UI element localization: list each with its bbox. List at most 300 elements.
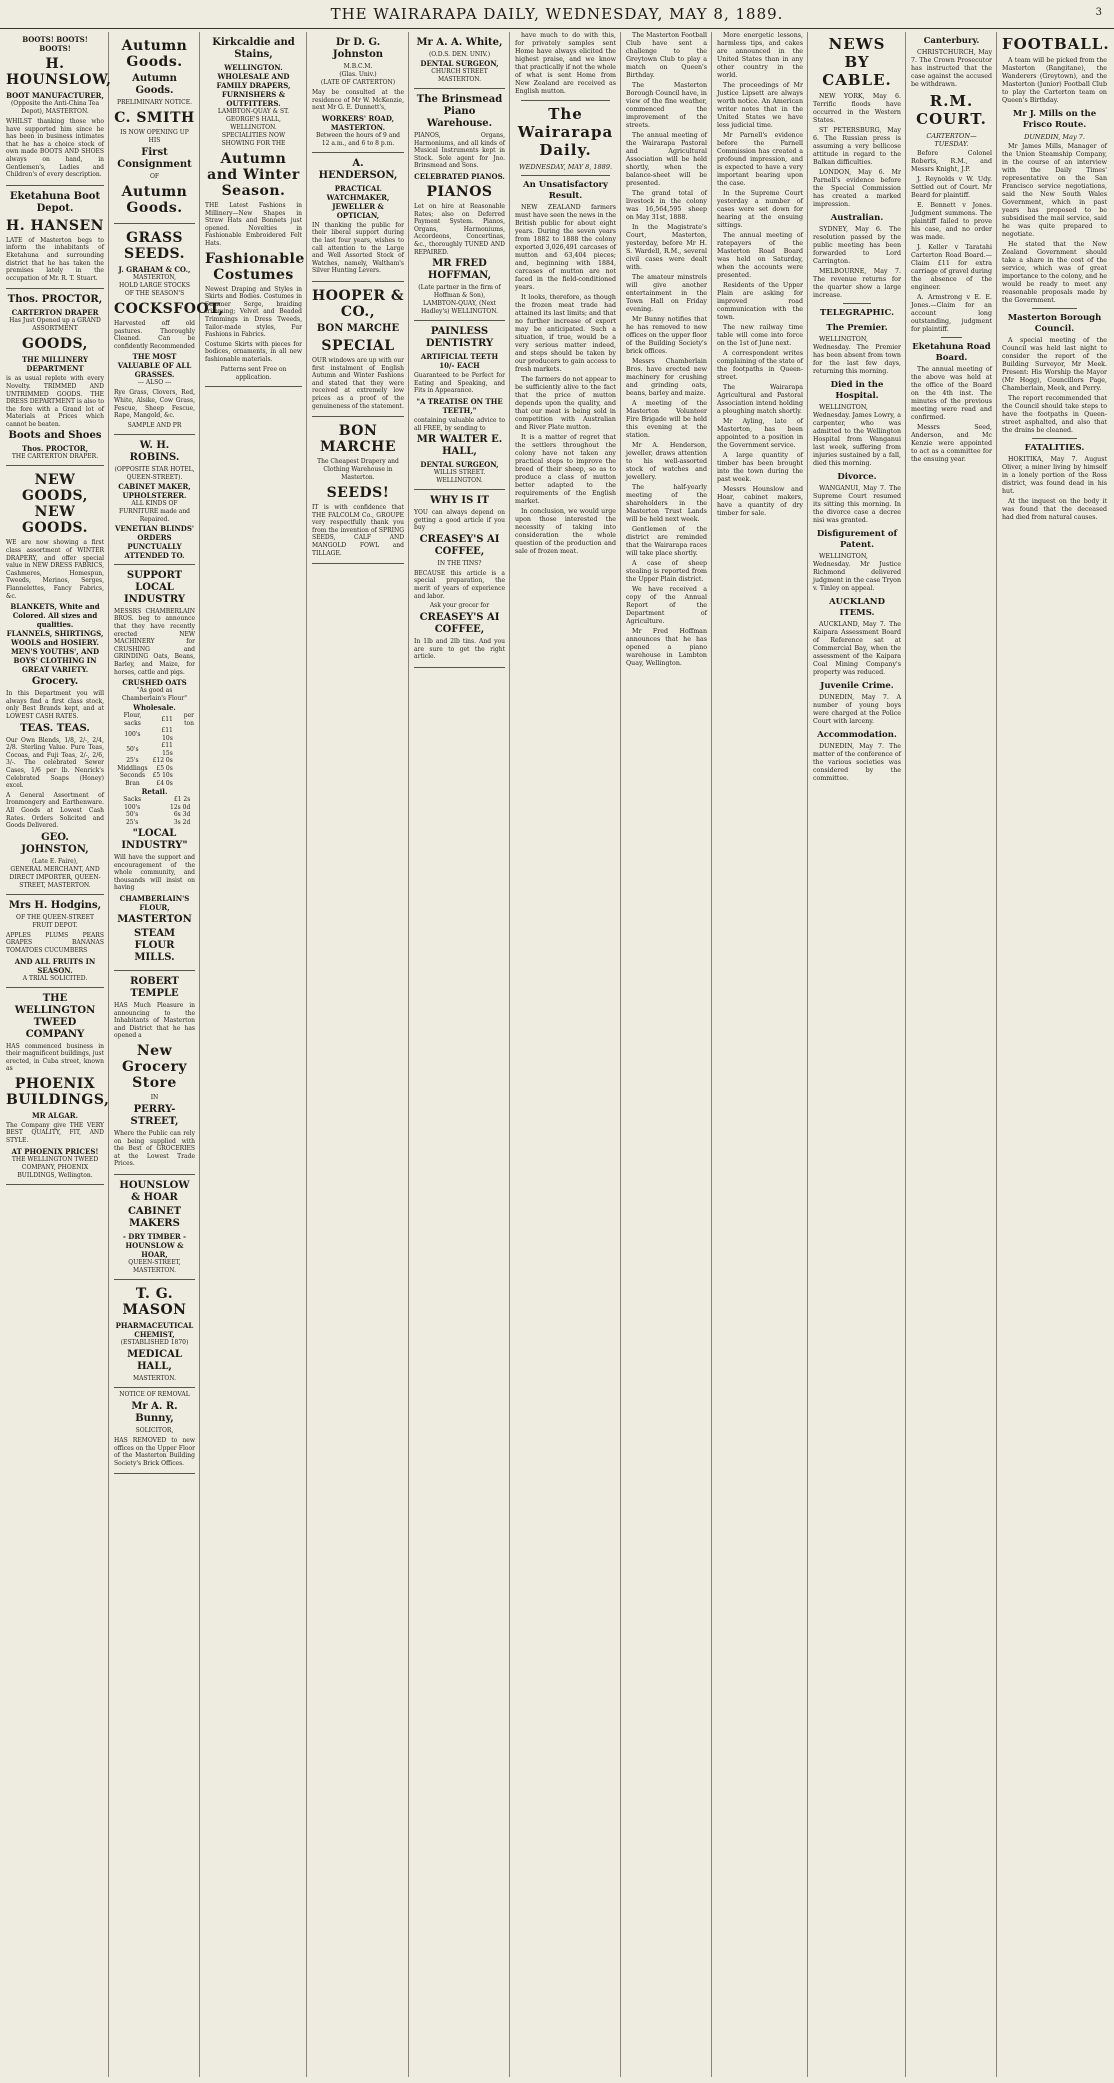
news-paragraph: J. Reynolds v W. Udy. Settled out of Court. Mr Beard for plaintiff. [911, 176, 992, 199]
news-paragraph: Mr A. Henderson, jeweller, draws attention to his well-assorted stock of watches and jewellery. [626, 442, 707, 481]
price-item: 25's [125, 818, 139, 826]
ad-name: HOOPER & CO., [312, 287, 404, 320]
ad-robins [114, 435, 195, 565]
price-value: £4 0s [156, 779, 173, 787]
news-paragraph: WELLINGTON, Wednesday. James Lowry, a carpenter, who was admitted to the Wellington Hospital from Wanganui last week, suffering from injuries sustained by a fall, died this morning. [813, 404, 901, 467]
item-heading: Juvenile Crime. [820, 681, 894, 691]
ad-name: MR WALTER E. HALL, [416, 434, 503, 458]
item-heading: The Premier. [826, 323, 888, 333]
ad-name: T. G. MASON [122, 1286, 187, 1318]
price-item: Bran [125, 779, 140, 787]
ad-line: CRUSHED OATS [122, 678, 187, 688]
ad-body: is as usual replete with every Novelty. TRIMMED AND UNTRIMMED GOODS. THE DRESS DEPARTMENT is also to the fore with a Grand lot of Materials at Prices which cannot be beaten. [6, 375, 104, 428]
price-row [114, 811, 195, 819]
column-1 [2, 32, 112, 2077]
column-9 [809, 32, 906, 2077]
page-number: 3 [1095, 7, 1102, 18]
section-heading: R.M. COURT. [916, 92, 987, 128]
ad-sub: WELLINGTON. [224, 63, 283, 72]
ad-line: OF [149, 173, 160, 180]
ad-heading: Eketahuna Boot Depot. [9, 190, 101, 214]
ad-sub: (OPPOSITE STAR HOTEL, QUEEN-STREET). [114, 465, 195, 481]
ad-mason [114, 1280, 195, 1388]
ad-sub: Boots and Shoes [8, 430, 102, 442]
cable-paragraph: ST PETERSBURG, May 6. The Russian press is assuming a very bellicose attitude in regard to the Balkan difficulties. [813, 127, 901, 166]
ad-sub: (O.D.S. DEN. UNIV.) [428, 51, 491, 58]
price-value [174, 780, 195, 788]
price-row [114, 819, 195, 827]
news-paragraph: The half-yearly meeting of the shareholders in the Masterton Trust Lands will be held next week. [626, 484, 707, 523]
article-paragraph: It looks, therefore, as though the frozen meat trade had attained its last limits; and that no further increase of export may be anticipated. Such a situation, if true, would be a very serious matter indeed, and steps should be taken by our producers to gain access to fresh markets. [515, 294, 616, 373]
ad-body: MESSRS CHAMBERLAIN BROS. beg to announce that they have recently erected NEW MACHINERY for CRUSHING and GRINDING Oats, Beans, Barley, and Maize, for horses, cattle and pigs. [114, 607, 195, 676]
ad-brinsmead [414, 89, 505, 321]
price-row [114, 757, 195, 765]
news-paragraph: A special meeting of the Council was held last night to consider the report of the Building Surveyor, Mr Meek. Present: His Worship the Mayor (Mr Hogg), Councillors Page, Chamberlain, Meek, and Perry. [1002, 337, 1107, 392]
news-paragraph: Mr Parnell's evidence before the Parnell Commission has created a profound impression, and is expected to have a very important bearing upon the case. [717, 132, 803, 187]
price-row [114, 796, 195, 804]
price-row [114, 742, 195, 757]
price-value [174, 727, 195, 742]
ad-body: IT is with confidence that THE FALCOLM Co., GROUPE very respectfully thank you from the invention of SPRING SEEDS, CALF AND MANGOLD FOWL and TILLAGE. [312, 504, 404, 557]
ad-name: A. HENDERSON, [318, 157, 398, 181]
ad-body: Guaranteed to be Perfect for Eating and Speaking, and Fits in Appearance. [414, 372, 505, 395]
news-paragraph: A correspondent writes complaining of the state of the footpaths in Queen-street. [717, 350, 803, 381]
ad-heading: MASTERTON [117, 914, 192, 926]
ad-proctor [6, 289, 104, 466]
news-paragraph: We have received a copy of the Annual Report of the Department of Agriculture. [626, 586, 707, 625]
price-value [174, 765, 195, 773]
ad-line: CELEBRATED PIANOS. [414, 171, 505, 181]
ad-dr-johnston [312, 32, 404, 153]
ad-body: THE Latest Fashions in Millinery—New Shapes in Straw Hats and Bonnets just opened. Novelties in Fashionable Embroidered Felt Hats. [205, 202, 302, 247]
news-paragraph: A team will be picked from the Masterton (Rangitane), the Wanderers (Greytown), and the Masterton (Junior) Football Club to play the Carterton team on Queen's Birthday. [1002, 57, 1107, 104]
section-heading: Mr J. Mills on the Frisco Route. [1012, 109, 1097, 130]
item-heading: Divorce. [837, 472, 877, 482]
price-row [114, 727, 195, 742]
ad-sub: (Late E. Faire), [32, 857, 78, 865]
ad-heading: PERRY-STREET, [130, 1104, 179, 1128]
ad-body: Newest Draping and Styles in Skirts and Bodies. Costumes in Summer Serge, braiding trimming; Velvet and Beaded Trimmings in Dress Tweeds, Tailor-made styles, Fur Fashions in Fabrics. [205, 285, 302, 339]
ad-sub: (Late partner in the firm of Hoffman & Son), [418, 284, 501, 300]
news-paragraph: Mr James Mills, Manager of the Union Steamship Company, in the course of an interview with the Daily Times' representative on the San Francisco service negotiations, said the New South Wales Government, which in past years has proposed to be subsidised the mail service, said he was quite prepared to negotiate. [1002, 143, 1107, 238]
ad-goods: GOODS, [22, 336, 88, 353]
section-heading: FATALITIES. [1024, 443, 1085, 453]
ad-heading: GRASS SEEDS. [123, 230, 186, 262]
ad-name: W. H. ROBINS. [129, 439, 180, 463]
price-value [191, 819, 195, 827]
ad-body: HAS Much Pleasure in announcing to the Inhabitants of Masterton and District that he has opened a [114, 1002, 195, 1040]
ad-sub: Retail. [141, 787, 168, 797]
news-paragraph: A case of sheep stealing is reported from the Upper Plain district. [626, 560, 707, 583]
ad-body: The Company give THE VERY BEST QUALITY, FIT, AND STYLE. [6, 1121, 104, 1145]
ad-sub: Wholesale. [133, 703, 176, 713]
ad-sub: DENTAL SURGEON, [420, 59, 499, 68]
ad-body: WE are now showing a first class assortment of WINTER DRAPERY, and offer special value in NEW DRESS FABRICS, Cashmeres, Homespun, Tweeds, Merinos, Serges, Flannelettes, Fancy Fabrics, &c. [6, 539, 104, 600]
news-paragraph: The Masterton Football Club have sent a challenge to the Greytown Club to play a match on Queen's Birthday. [626, 32, 708, 79]
ad-line: SAMPLE AND PR [127, 421, 182, 429]
ad-chamberlain [114, 565, 195, 971]
ad-body: HAS REMOVED to new offices on the Upper Floor of the Masterton Building Society's Brick Offices. [114, 1437, 195, 1467]
ad-line: IN THE TINS? [437, 559, 482, 567]
news-paragraph: The amateur minstrels will give another entertainment in the Town Hall on Friday evening. [626, 274, 707, 313]
article-paragraph: have much to do with this, for privately samples sent Home have always elicited the highest praise, and we know that practically if not the whole of what is sent Home from New Zealand are received as English mutton. [515, 32, 616, 95]
section-heading: AUCKLAND ITEMS. [829, 597, 885, 618]
wholesale-price-table [114, 712, 195, 787]
ad-line: CHAMBERLAIN'S FLOUR, [119, 894, 190, 913]
ad-line: ARTIFICIAL TEETH 10/- EACH [420, 352, 499, 371]
ad-address: WILLIS STREET. WELLINGTON. [433, 469, 486, 485]
ad-name: Kirkcaldie and Stains, [212, 37, 295, 60]
ad-body: Harvested off old pastures. Thoroughly Cleaned. Can be confidently Recommended [114, 320, 195, 350]
article-paragraph: It is a matter of regret that the settlers throughout the colony have not taken any practical steps to improve the breed of their sheep, so as to produce a class of mutton better adapted to the requirements of the English market. [515, 434, 616, 505]
section-subheading: DUNEDIN, May 7. [1024, 133, 1085, 141]
ad-hounslow-hoar [114, 1175, 195, 1280]
ad-heading: Autumn Goods. [132, 73, 177, 96]
price-item: Seconds [119, 772, 146, 780]
news-paragraph: HOKITIKA, May 7. August Oliver, a miner living by himself in a lonely portion of the Ross district, was found dead in his hut. [1002, 456, 1107, 495]
ad-address: WORKERS' ROAD, MASTERTON. [321, 113, 395, 132]
ad-address: (Opposite the Anti-China Tea Depot), MASTERTON. [10, 100, 100, 115]
news-paragraph: Mr Fred Hoffman announces that he has opened a piano warehouse in Lambton Quay, Wellington. [626, 628, 707, 667]
ad-line: SPECIALITIES NOW SHOWING FOR THE [221, 132, 286, 147]
section-heading: Eketahuna Road Board. [912, 342, 991, 363]
ad-body: WHILST thanking those who have supported him since he has been in business intimates that he has a choice stock of own made BOOTS AND SHOES always on hand, in Gentlemen's, Ladies and Children's of every description. [6, 118, 104, 179]
news-paragraph: The annual meeting of ratepayers of the Masterton Road Board was held on Saturday, when the accounts were presented. [717, 232, 803, 279]
news-paragraph: The proceedings of Mr Justice Lipsett are always worth notice. An American writer notes that in the United States we have less judicial time. [717, 82, 803, 129]
item-heading: Accommodation. [817, 730, 897, 740]
price-value [191, 804, 195, 812]
ad-line: - DRY TIMBER - [122, 1232, 187, 1241]
price-row [114, 780, 195, 788]
ad-heading: MEDICAL HALL, [127, 1349, 182, 1372]
cable-paragraph: NEW YORK, May 6. Terrific floods have occurred in the Western States. [813, 93, 901, 124]
ad-heading: BON MARCHE [319, 423, 397, 456]
ad-heading: NEW GOODS, NEW GOODS. [22, 472, 88, 537]
ad-body: In 1lb and 2lb tins. And you are sure to get the right article. [414, 638, 505, 661]
news-paragraph: In the Magistrate's Court, Masterton, yesterday, before Mr H. S. Wardell, R.M., several civil cases were dealt with. [626, 224, 707, 271]
ad-heading: CABINET MAKERS [127, 1206, 182, 1229]
ad-name: Thos. PROCTOR, [7, 294, 103, 306]
price-row [114, 804, 195, 812]
column-8 [713, 32, 808, 2077]
ad-smith [114, 32, 195, 224]
ad-name: J. GRAHAM & CO., [118, 265, 191, 274]
ad-line: FLANNELS, SHIRTINGS, WOOLS and HOSIERY. [6, 629, 104, 648]
ad-address: CHURCH STREET MASTERTON. [431, 68, 488, 83]
ad-line: PRELIMINARY NOTICE. [116, 99, 192, 106]
news-paragraph: Messrs Seed, Anderson, and Mc Kenzie were appointed to act as a committee for the ensuing year. [911, 424, 992, 463]
ad-line: --- ALSO --- [137, 379, 172, 387]
ad-line: "A TREATISE ON THE TEETH," [416, 396, 503, 415]
ad-heading: "LOCAL INDUSTRY" [121, 828, 188, 852]
ad-sub: BOOT MANUFACTURER, [6, 91, 104, 100]
item-heading: Canterbury. [923, 36, 980, 46]
price-item: Middlings [117, 764, 148, 772]
ad-line: IS NOW OPENING UP HIS [120, 129, 189, 144]
ad-sub: The Cheapest Drapery and Clothing Warehouse in Masterton. [317, 458, 399, 482]
ad-address: LAMBTON-QUAY, (Next Hadley's) WELLINGTON. [420, 300, 499, 316]
news-paragraph: WANGANUI, May 7. The Supreme Court resumed its sitting this morning. In the divorce case a decree nisi was granted. [813, 485, 901, 524]
ad-sub: (Glas. Univ.) [339, 71, 377, 78]
news-paragraph: Mr Ayling, late of Masterton, has been appointed to a position in the Government service. [717, 418, 803, 449]
leader-heading: An Unsatisfactory Result. [523, 180, 608, 201]
ad-heading: COCKSFOOT, [114, 301, 224, 317]
price-value: £11 10s [161, 727, 173, 742]
ad-line: THE MOST VALUABLE OF ALL GRASSES. [117, 352, 192, 380]
ad-name: Mr A. A. White, [416, 37, 503, 48]
news-paragraph: The new railway time table will come into force on the 1st of June next. [717, 324, 803, 347]
ad-name: MR FRED HOFFMAN, [427, 258, 492, 282]
news-paragraph: DUNEDIN, May 7. The matter of the conference of the various societies was considered by the committee. [813, 743, 901, 782]
divider [941, 337, 962, 338]
cable-paragraph: LONDON, May 6. Mr Parnell's evidence before the Special Commission has created a marked impression. [813, 169, 901, 208]
price-value: 3s 2d [173, 818, 191, 826]
column-10 [907, 32, 997, 2077]
section-heading: FOOTBALL. [1002, 35, 1110, 53]
news-paragraph: AUCKLAND, May 7. The Kaipara Assessment Board of Reference sat at Commercial Bay, when the assessment of the Kaipara Coal Mining Company's property was reduced. [813, 621, 901, 676]
news-paragraph: J. Keller v Taratahi Carterton Road Board.—Claim £11 for extra carriage of gravel during the absence of the engineer. [911, 244, 992, 291]
ad-heading: New Grocery Store [121, 1043, 188, 1092]
ad-sub: M.B.C.M. [343, 63, 373, 70]
column-6 [511, 32, 621, 2077]
price-value: £1 2s [173, 796, 191, 804]
price-value [174, 742, 195, 757]
news-paragraph: DUNEDIN, May 7. A number of young boys were charged at the Police Court with larceny. [813, 694, 901, 725]
news-paragraph: CHRISTCHURCH, May 7. The Crown Prosecutor has instructed that the case against the accused be withdrawn. [911, 49, 992, 88]
ad-heading: Autumn and Winter Season. [207, 151, 300, 199]
ad-johnston [6, 466, 104, 894]
ad-body: BECAUSE this article is a special preparation, the merit of years of experience and labor. [414, 569, 505, 600]
ad-heading: Grocery. [31, 676, 79, 688]
news-paragraph: Gentlemen of the district are reminded that the Wairarapa races will take place shortly. [626, 526, 707, 557]
ad-line: Ask your grocer for [429, 602, 490, 610]
ad-body: Costume Skirts with pieces for bodices, ornaments, in all new fashionable materials. [205, 340, 302, 363]
ad-grass-seeds [114, 224, 224, 435]
ad-line: AT PHOENIX PRICES! [11, 1146, 99, 1156]
price-item: 50's [125, 811, 139, 819]
news-paragraph: The grand total of livestock in the colony was 16,564,595 sheep on May 31st, 1888. [626, 190, 707, 221]
news-paragraph: Messrs Chamberlain Bros. have erected new machinery for crushing and grinding oats, beans, barley and maize. [626, 358, 707, 397]
ad-line: VENETIAN BLINDS' ORDERS PUNCTUALLY ATTENDED TO. [114, 523, 195, 560]
ad-hooper [312, 282, 404, 417]
ad-kirkcaldie [205, 32, 305, 387]
price-value: £12 0s [152, 757, 173, 765]
ad-line: Patterns sent Free on application. [220, 365, 287, 381]
ad-sub: (LATE OF CARTERTON) [320, 79, 396, 86]
news-paragraph: The Wairarapa Agricultural and Pastoral Association intend holding a ploughing match shortly. [717, 384, 803, 415]
news-paragraph: He stated that the New Zealand Government should take a share in the cost of the service, which was of great importance to the colony, and he would be ready to meet any reasonable proposals made by the Government. [1002, 241, 1107, 304]
price-value: 6s 3d [173, 811, 191, 819]
ad-name: ROBERT TEMPLE [130, 976, 179, 1000]
divider [521, 175, 610, 176]
ad-address: LAMBTON-QUAY & ST. GEORGE'S HALL, WELLINGTON. [217, 108, 290, 131]
ad-henderson [312, 153, 404, 282]
editorial-masthead: The Wairarapa Daily. [517, 105, 614, 159]
ad-line: Between the hours of 9 and 12 a.m., and 6 to 8 p.m. [315, 131, 401, 147]
section-heading: Masterton Borough Council. [1007, 313, 1102, 334]
price-value [174, 772, 195, 780]
ad-body: Will have the support and encouragement of the whole community, and thousands will insist on having [114, 854, 195, 892]
masthead-title: THE WAIRARAPA DAILY, WEDNESDAY, MAY 8, 1889. [330, 5, 784, 23]
ad-line: "As good as Chamberlain's Flour" [121, 687, 188, 703]
news-paragraph: In the Supreme Court yesterday a number of cases were set down for hearing at the ensuing sittings. [717, 190, 803, 229]
ad-line: ALL KINDS OF FURNITURE made and Repaired. [118, 499, 191, 523]
ad-heading: TEAS. TEAS. [20, 722, 90, 734]
item-heading: Died in the Hospital. [830, 380, 884, 401]
divider [1032, 308, 1077, 309]
ad-heading: SEEDS! [326, 485, 390, 502]
price-value: £11 15s [161, 742, 173, 757]
ad-footer: THE WELLINGTON TWEED COMPANY, PHOENIX BUILDINGS, Wellington. [11, 1155, 99, 1179]
ad-heading: BON MARCHE [316, 322, 400, 334]
price-item: 25's [126, 757, 139, 765]
ad-name: Thos. PROCTOR, [21, 444, 89, 454]
price-value: £11 [161, 715, 173, 723]
article-paragraph: In conclusion, we would urge upon those interested the necessity of taking into consideration the whole question of the production and sale of frozen meat. [515, 508, 616, 555]
ad-name: H. HANSEN [6, 217, 104, 234]
price-item: 100's [124, 803, 141, 811]
ad-sub: CARTERTON DRAPER [11, 308, 99, 318]
divider [1032, 438, 1077, 439]
news-paragraph: E. Bennett v Jones. Judgment summons. The plaintiff failed to prove his case, and no order was made. [911, 202, 992, 241]
ad-sub: PRACTICAL WATCHMAKER, JEWELLER & OPTICIAN, [326, 183, 390, 220]
news-paragraph: The annual meeting of the Wairarapa Pastoral and Agricultural Association will be held shortly, when the balance-sheet will be presented. [626, 132, 707, 187]
news-paragraph: A large quantity of timber has been brought into the town during the past week. [717, 452, 803, 483]
ad-sub: SOLICITOR, [135, 1427, 174, 1434]
price-row [114, 765, 195, 773]
ad-line: IN [150, 1094, 159, 1102]
ad-hansen [6, 186, 104, 290]
ad-name: Mr A. R. Bunny, [131, 1401, 178, 1424]
ad-sub: THE CARTERTON DRAPER. [11, 453, 99, 461]
news-paragraph: The annual meeting of the above was held at the office of the Board on the 4th inst. The minutes of the previous meeting were read and confirmed. [911, 366, 992, 421]
ad-heading: PAINLESS DENTISTRY [425, 326, 494, 350]
ad-heading: STEAM FLOUR MILLS. [133, 928, 176, 964]
ad-name: GEO. JOHNSTON, [21, 831, 89, 855]
editorial-date: WEDNESDAY, MAY 8, 1889. [518, 163, 613, 171]
ad-creasey [414, 490, 505, 668]
news-paragraph: Mr Bunny notifies that he has removed to new offices on the upper floor of the Building Society's brick offices. [626, 316, 707, 355]
price-value: per ton [183, 712, 194, 727]
ad-hounslow [6, 32, 112, 186]
ad-name: CREASEY'S AI COFFEE, [419, 612, 500, 636]
divider [521, 100, 610, 101]
ad-name: HOUNSLOW & HOAR [119, 1180, 190, 1203]
ad-body: OUR windows are up with our first instalment of English Autumn and Winter Fashions and stated that they were received at extremely low prices as a proof of the genuineness of the statement. [312, 356, 404, 410]
ad-sub: OF THE QUEEN-STREET FRUIT DEPOT. [16, 913, 94, 929]
column-5 [410, 32, 510, 2077]
news-paragraph: Messrs Hounslow and Hoar, cabinet makers, have a quantity of dry timber for sale. [717, 486, 803, 517]
ad-name: HOUNSLOW & HOAR, [125, 1241, 184, 1259]
ad-heading: NOTICE OF REMOVAL [119, 1391, 190, 1398]
ad-line: Has Just Opened up a GRAND ASSORTMENT [9, 317, 101, 333]
price-value: 12s 0d [170, 803, 191, 811]
ad-name: Mrs H. Hodgins, [8, 899, 102, 911]
ad-body: In this Department you will always find a first class stock, only Best Brands kept, and at LOWEST CASH RATES. [6, 690, 104, 720]
ad-bon-marche [312, 417, 404, 564]
ad-body: Our Own Blends, 1/8, 2/-, 2/4, 2/8. Sterling Value. Pure Teas, Cocoas, and Fuji Teas, 2/-, 2/6, 3/-. The celebrated Sewer Cases, 1/6 per lb. Nenrick's Celebrated Soaps (Honey) excel. [6, 736, 104, 790]
ad-body: Where the Public can rely on being supplied with the Best of GROCERIES at the Lowest Trade Prices. [114, 1130, 195, 1168]
ad-line: (ESTABLISHED 1870) [120, 1339, 189, 1346]
ad-sub: DENTAL SURGEON, [420, 460, 499, 470]
price-value: £5 0s [156, 764, 173, 772]
section-subheading: CARTERTON—TUESDAY. [926, 132, 977, 148]
price-row [114, 772, 195, 780]
ad-line: WHOLESALE AND FAMILY DRAPERS, FURNISHERS & OUTFITTERS. [216, 72, 291, 108]
ad-body: YOU can always depend on getting a good article if you buy [414, 509, 505, 532]
ad-heading: PHOENIX BUILDINGS, [6, 1075, 110, 1108]
news-paragraph: A meeting of the Masterton Volunteer Fire Brigade will be held this evening at the station. [626, 400, 707, 439]
news-paragraph: Residents of the Upper Plain are asking for improved road communication with the town. [717, 282, 803, 321]
ad-address: GENERAL MERCHANT, AND DIRECT IMPORTER, QUEEN-STREET, MASTERTON. [9, 865, 101, 889]
price-value [174, 757, 195, 765]
ad-temple [114, 971, 195, 1175]
ad-sub: THE MILLINERY DEPARTMENT [21, 355, 89, 374]
ad-heading: PIANOS [426, 183, 493, 200]
divider [843, 303, 871, 304]
news-paragraph: Before Colonel Roberts, R.M., and Messrs Knight, J.P. [911, 150, 992, 173]
ad-heading: Autumn Goods. [121, 38, 188, 70]
ad-heading: Fashionable Costumes [205, 250, 305, 283]
ad-body: Let on hire at Reasonable Rates; also on Deferred Payment System. Pianos, Organs, Harmoniums, Accordeons, Concertinas, &c., thoroughly TUNED AND REPAIRED. [414, 202, 505, 256]
ad-body: HAS commenced business in their magnificent buildings, just erected, in Cuba street, known as [6, 1042, 104, 1073]
ad-heading: First Consignment [117, 147, 192, 170]
section-heading: Australian. [830, 213, 884, 223]
price-item: 50's [126, 745, 139, 753]
ad-name: Dr D. G. Johnston [332, 37, 384, 60]
ad-address: QUEEN-STREET, MASTERTON. [128, 1259, 181, 1274]
ad-heading: WHY IS IT [430, 495, 489, 507]
ad-bunny [114, 1388, 195, 1474]
ad-address: MASTERTON, [132, 274, 177, 281]
ad-body: LATE of Masterton begs to inform the inhabitants of Eketahuna and surrounding district that he has taken the premises lately in the occupation of Mr. R. T. Stuart. [6, 236, 104, 282]
cable-paragraph: SYDNEY, May 6. The resolution passed by the public meeting has been forwarded to Lord Carrington. [813, 226, 901, 265]
price-item: 100's [124, 730, 141, 738]
section-heading: TELEGRAPHIC. [819, 308, 895, 318]
news-paragraph: The Masterton Borough Council have, in view of the fine weather, commenced the improvement of the streets. [626, 82, 707, 129]
ad-body: APPLES PLUMS PEARS GRAPES BANANAS TOMATOES CUCUMBERS [6, 931, 104, 954]
ad-body: PIANOS, Organs, Harmoniums, and all kinds of Musical Instruments kept in Stock. Sole agent for Jno. Brinsmead and Sons. [414, 132, 505, 170]
ad-body: containing valuable advice to all FREE, by sending to [414, 416, 505, 432]
news-paragraph: More energetic lessons, harmless tips, and cakes are announced in the United States than in any other country in the world. [717, 32, 803, 79]
news-paragraph: WELLINGTON, Wednesday. Mr Justice Richmond delivered judgment in the case Tryon v. Tinley on appeal. [813, 553, 901, 592]
price-item: Flour, sacks [123, 712, 142, 727]
ad-heading: SPECIAL [321, 337, 395, 354]
ad-heading: Autumn Goods. [121, 184, 188, 216]
ad-body: IN thanking the public for their liberal support during the last four years, wishes to call attention to the Large and Well Assorted Stock of Watches, namely, Waltham's Silver Hunting Levers. [312, 221, 404, 275]
ad-heading: The Brinsmead Piano Warehouse. [416, 94, 503, 129]
ad-line: HOLD LARGE STOCKS OF THE SEASON'S [119, 282, 190, 297]
masthead [0, 0, 1114, 29]
column-4 [308, 32, 409, 2077]
ad-heading: BOOTS! BOOTS! BOOTS! [22, 35, 88, 53]
price-value [191, 796, 195, 804]
news-paragraph: The report recommended that the Council should take steps to have the footpaths in Queen-street asphalted, and also that the drains be cleaned. [1002, 395, 1107, 434]
ad-name: THE WELLINGTON TWEED COMPANY [14, 992, 96, 1040]
news-paragraph: WELLINGTON, Wednesday. The Premier has been absent from town for the last few days, returning this morning. [813, 336, 901, 375]
ad-dentistry [414, 321, 505, 490]
article-paragraph: NEW ZEALAND farmers must have seen the news in the British public for about eight years. During the seven years from 1882 to 1888 the colony exported 3,026,491 carcases of mutton and 63,404 pieces; and, beginning with 1884, carcases of mutton are not faced in the field-conditioned years. [515, 204, 616, 291]
section-heading: NEWS BY CABLE. [822, 35, 892, 89]
ad-line: AND ALL FRUITS IN SEASON. [14, 956, 96, 975]
price-value: £5 10s [152, 772, 173, 780]
ad-heading: SUPPORT LOCAL INDUSTRY [123, 569, 185, 605]
news-paragraph: A. Armstrong v E. E. Jones.—Claim for an account long outstanding, judgment for plaintiff. [911, 294, 992, 333]
ad-body: Rye Grass, Clovers, Red, White, Alsike, Cow Grass, Fescue, Sheep Fescue, Rape, Mangold, &c. [114, 389, 195, 420]
ad-line: A TRIAL SOLICITED. [22, 974, 88, 982]
ad-name: H. HOUNSLOW, [6, 56, 112, 88]
ad-name: C. SMITH [114, 110, 195, 126]
